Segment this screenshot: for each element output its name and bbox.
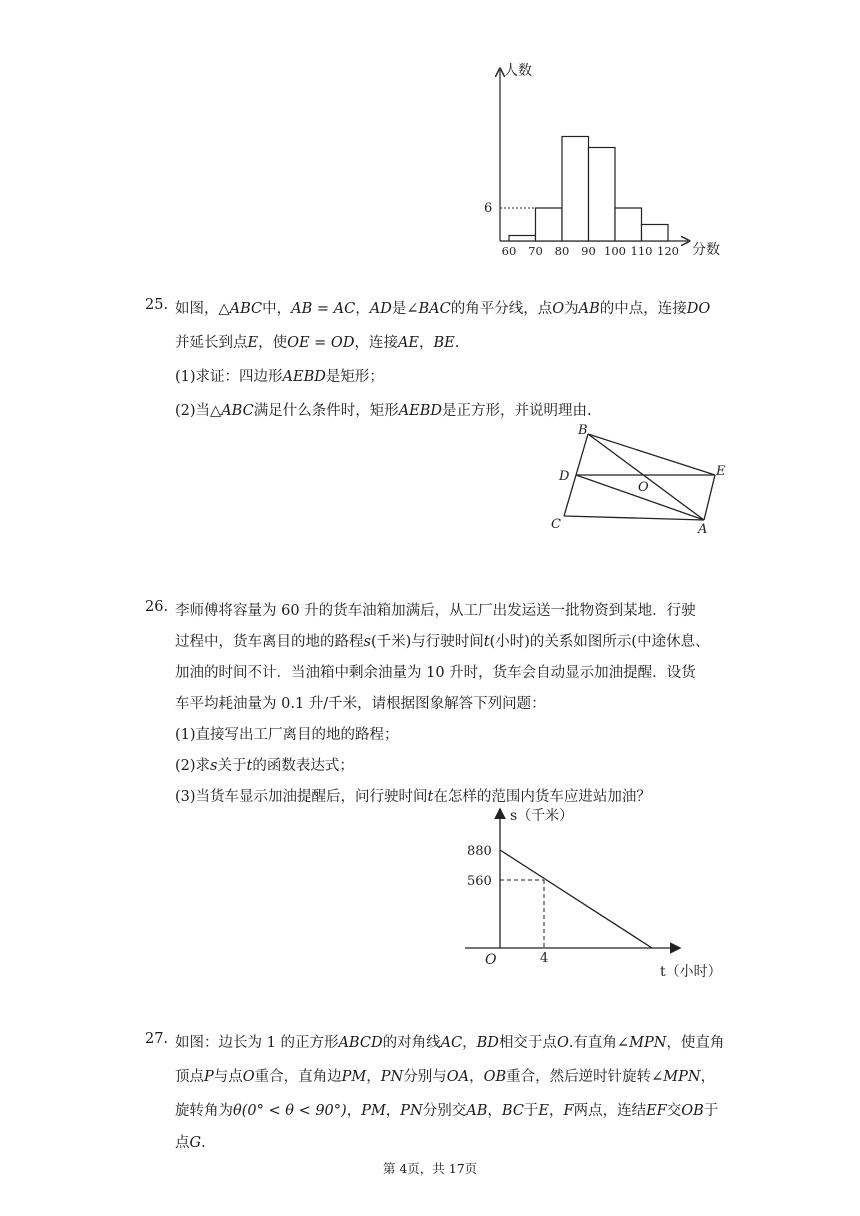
- graph-x-axis-label: t（小时）: [660, 964, 722, 980]
- q25-math: O: [552, 301, 565, 317]
- q26-text: 关于: [217, 758, 247, 774]
- segment-EA: [704, 475, 715, 520]
- histogram-y-tick-6: 6: [484, 201, 493, 216]
- q27-math: O: [556, 1035, 569, 1051]
- q25-text: ，使: [258, 335, 288, 351]
- histogram-x-tick-120: 120: [657, 244, 679, 258]
- q27-math: ABCD: [338, 1035, 383, 1051]
- q27-math: OB: [681, 1103, 704, 1119]
- graph-y-axis-label: s（千米）: [510, 808, 574, 824]
- q26-text: 加油的时间不计．当油箱中剩余油量为 10 升时，货车会自动显示加油提醒．设货: [175, 665, 696, 681]
- q26-text: (2)求: [175, 758, 211, 774]
- label-O: O: [638, 480, 649, 495]
- q27-text: ，: [487, 1103, 502, 1119]
- q27-text: 重合，然后逆时针旋转∠: [506, 1069, 664, 1085]
- q25-text: 的角平分线，点: [450, 301, 553, 317]
- q25-text: (2)当△: [175, 403, 222, 419]
- q27-math: BD: [476, 1035, 499, 1051]
- q25-part1: [175, 365, 384, 386]
- q26-text: 在怎样的范围内货车应进站加油？: [433, 789, 651, 805]
- q26-text: (小时)的关系如图所示(中途休息、: [489, 634, 710, 650]
- histogram-bars: [509, 137, 668, 242]
- q26-math: t: [427, 789, 434, 805]
- q26-graph-figure: [455, 800, 735, 985]
- question-27: [145, 1031, 735, 1151]
- q25-text: 如图，△: [175, 301, 230, 317]
- q26-math: s: [363, 634, 371, 650]
- q26-text: 的函数表达式；: [252, 758, 354, 774]
- q27-text: ，: [366, 1069, 381, 1085]
- q26-text: (1)直接写出工厂离目的地的路程；: [175, 727, 399, 743]
- q25-text: 的中点，连接: [599, 301, 687, 317]
- label-E: E: [716, 464, 726, 479]
- segment-BE: [588, 434, 715, 475]
- q26-text: 李师傅将容量为 60 升的货车油箱加满后，从工厂出发运送一批物资到某地．行驶: [175, 603, 696, 619]
- q27-text: 旋转角为: [175, 1103, 233, 1119]
- histogram-x-tick-100: 100: [604, 244, 626, 258]
- q27-math: P: [204, 1069, 214, 1085]
- q27-text: 于: [523, 1103, 539, 1119]
- q26-math: s: [210, 758, 218, 774]
- q26-line2: [175, 630, 710, 651]
- q25-text: 是正方形，并说明理由.: [442, 403, 592, 419]
- q27-text: ，: [462, 1035, 477, 1051]
- q25-geometry-svg: [548, 420, 733, 535]
- histogram-x-tick-80: 80: [554, 244, 570, 258]
- q26-part2: [175, 754, 354, 775]
- q27-text: 顶点: [175, 1069, 204, 1085]
- graph-x-tick-4: 4: [540, 951, 549, 966]
- histogram-bar-60-70: [509, 236, 536, 242]
- histogram-y-label: 人数: [504, 63, 532, 79]
- q25-math: AB: [578, 301, 600, 317]
- q25-line2: [175, 331, 459, 352]
- q26-math: t: [483, 634, 490, 650]
- q27-math: PM: [361, 1103, 386, 1119]
- q27-text: .: [201, 1135, 206, 1151]
- q25-text: 是矩形；: [325, 369, 384, 385]
- histogram-bar-100-110: [615, 208, 642, 241]
- q27-line4: [175, 1131, 206, 1152]
- q27-text: .有直角∠: [568, 1035, 630, 1051]
- q27-text: 与点: [213, 1069, 243, 1085]
- q27-math: O: [242, 1069, 255, 1085]
- q27-text: 交: [666, 1103, 682, 1119]
- histogram-svg: [470, 58, 730, 263]
- histogram-x-ticks: [502, 244, 679, 258]
- q25-text: 满足什么条件时，矩形: [253, 403, 399, 419]
- q25-text: 中，: [262, 301, 292, 317]
- q26-text: (千米)与行驶时间: [370, 634, 484, 650]
- q25-text: ，: [419, 335, 434, 351]
- q27-text: 分别与: [403, 1069, 447, 1085]
- q25-text: 是∠: [391, 301, 419, 317]
- label-C: C: [551, 517, 561, 532]
- histogram-x-tick-90: 90: [581, 244, 596, 258]
- q25-text: ，: [355, 301, 370, 317]
- q25-text: 为: [564, 301, 579, 317]
- q27-math: PM: [341, 1069, 367, 1085]
- q25-text: .: [454, 335, 460, 351]
- q25-text: 并延长到点: [175, 335, 248, 351]
- q27-text: 于: [703, 1103, 719, 1119]
- question-25: [145, 297, 735, 417]
- q27-math: MPN: [663, 1069, 701, 1085]
- segment-BA: [588, 434, 704, 520]
- histogram-bar-90-100: [589, 148, 616, 242]
- q27-math: G: [189, 1135, 202, 1151]
- histogram-bar-110-120: [642, 225, 669, 242]
- page-footer: 第 4页，共 17页: [382, 1161, 478, 1176]
- histogram-x-tick-110: 110: [630, 244, 653, 258]
- q27-text: ，: [469, 1069, 484, 1085]
- graph-line-s-vs-t: [500, 850, 652, 948]
- histogram-x-tick-70: 70: [528, 244, 543, 258]
- q25-geometry-figure: [548, 420, 733, 535]
- q25-math: BE: [433, 335, 455, 351]
- q27-math: BC: [501, 1103, 524, 1119]
- q27-math: AC: [440, 1035, 463, 1051]
- q26-line1: [175, 599, 696, 620]
- q25-math: DO: [686, 301, 711, 317]
- q27-math: PN: [380, 1069, 404, 1085]
- q25-math: AEBD: [398, 403, 443, 419]
- q27-line2: [175, 1065, 715, 1086]
- q27-text: 的对角线: [382, 1035, 441, 1051]
- graph-y-tick-880: 880: [467, 844, 492, 859]
- q27-text: 相交于点: [498, 1035, 557, 1051]
- graph-y-tick-560: 560: [467, 874, 492, 889]
- q27-text: ，: [346, 1103, 362, 1119]
- q25-text: ，连接: [354, 335, 398, 351]
- q25-math: BAC: [418, 301, 451, 317]
- q27-math: θ(0° < θ < 90°): [233, 1103, 347, 1119]
- label-D: D: [559, 469, 570, 484]
- question-26: [145, 599, 735, 805]
- q27-math: OA: [446, 1069, 470, 1085]
- q26-text: (3)当货车显示加油提醒后，问行驶时间: [175, 789, 428, 805]
- q25-part2: [175, 399, 592, 420]
- q25-math: ABC: [229, 301, 263, 317]
- q27-math: MPN: [629, 1035, 667, 1051]
- q25-number: 25.: [145, 297, 169, 313]
- q27-text: ，使直角: [666, 1035, 725, 1051]
- q27-math: F: [563, 1103, 574, 1119]
- q25-text: (1)求证：四边形: [175, 369, 283, 385]
- q27-math: OB: [483, 1069, 507, 1085]
- segment-AC: [564, 516, 704, 520]
- q26-text: 过程中，货车离目的地的路程: [175, 634, 364, 650]
- q25-math: AD: [369, 301, 392, 317]
- q26-line4: [175, 692, 546, 713]
- histogram-bar-70-80: [536, 208, 563, 241]
- q26-math: t: [246, 758, 253, 774]
- histogram-x-label: 分数: [692, 242, 720, 258]
- q27-line1: [175, 1031, 724, 1052]
- q27-math: PN: [400, 1103, 423, 1119]
- q25-math: E: [247, 335, 259, 351]
- q25-math: AE: [397, 335, 420, 351]
- histogram-x-tick-60: 60: [501, 244, 517, 258]
- q25-math: ABC: [221, 403, 254, 419]
- q26-graph-svg: [455, 800, 735, 985]
- q27-math: EF: [646, 1103, 667, 1119]
- q25-math: AB = AC: [291, 301, 356, 317]
- q27-text: 重合，直角边: [254, 1069, 342, 1085]
- q27-number: 27.: [145, 1031, 169, 1047]
- label-A: A: [698, 522, 708, 537]
- q27-text: ，: [385, 1103, 401, 1119]
- q27-text: ，: [549, 1103, 564, 1119]
- q27-text: 点: [175, 1135, 190, 1151]
- q26-number: 26.: [145, 599, 169, 615]
- q25-math: OE = OD: [287, 335, 355, 351]
- q25-math: AEBD: [282, 369, 326, 385]
- q27-text: 如图：边长为 1 的正方形: [175, 1035, 339, 1051]
- graph-origin-label: O: [485, 952, 497, 968]
- q26-text: 车平均耗油量为 0.1 升/千米，请根据图象解答下列问题：: [175, 696, 546, 712]
- q27-text: ，: [700, 1069, 716, 1085]
- q27-text: 两点，连结: [573, 1103, 647, 1119]
- q26-line3: [175, 661, 696, 682]
- q25-line1: [175, 297, 710, 318]
- q27-math: E: [538, 1103, 550, 1119]
- q27-line3: [175, 1099, 718, 1120]
- histogram-figure: [470, 58, 730, 263]
- q27-math: AB: [466, 1103, 488, 1119]
- label-B: B: [578, 423, 588, 438]
- q26-part1: [175, 723, 399, 744]
- histogram-bar-80-90: [562, 137, 589, 242]
- q27-text: 分别交: [422, 1103, 467, 1119]
